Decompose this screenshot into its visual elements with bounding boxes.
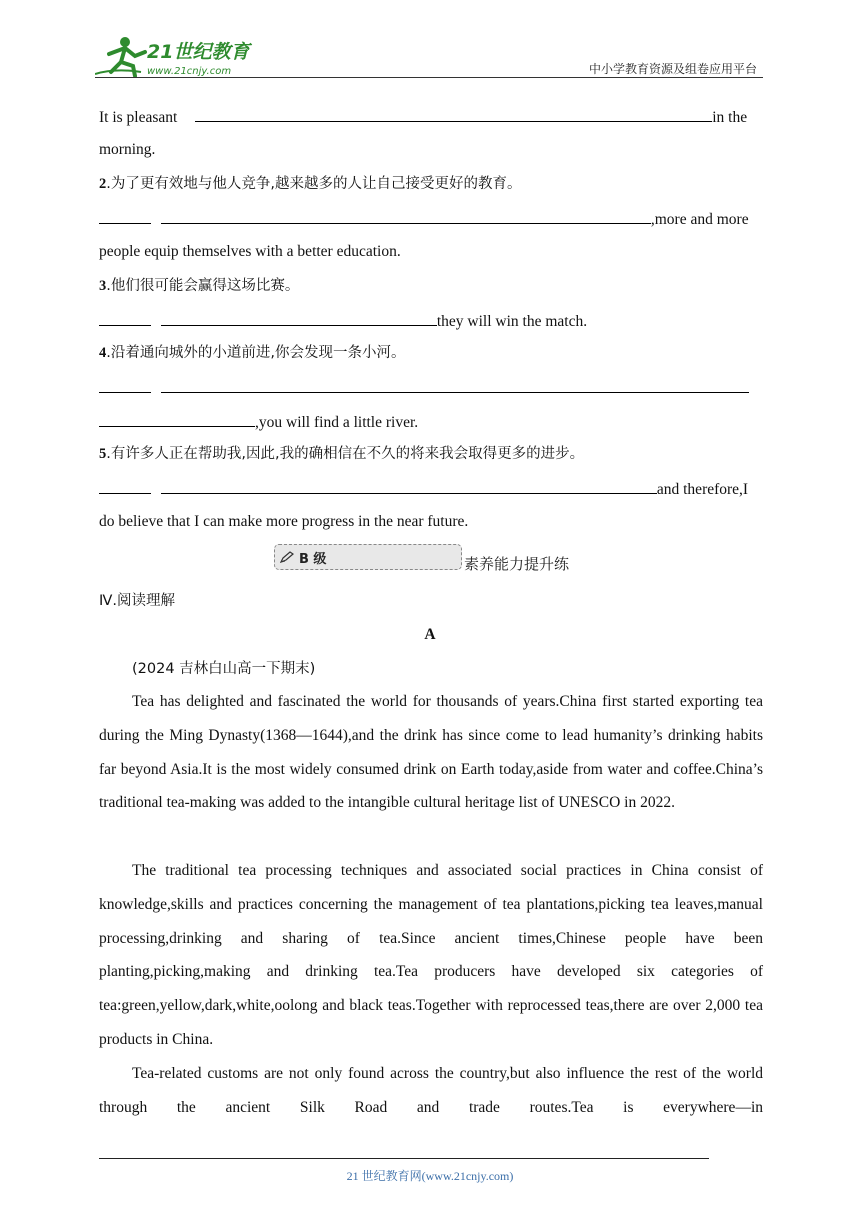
q3-prompt — [99, 276, 299, 296]
platform-name: 中小学教育资源及组卷应用平台 — [588, 62, 757, 76]
q5-prompt — [99, 444, 584, 464]
q5-tail: do believe that I can make more progress in the near future. — [99, 513, 469, 530]
level-title: 素养能力提升练 — [464, 555, 570, 573]
level-badge-box — [274, 544, 462, 570]
q4-answer-line-1 — [99, 377, 749, 399]
q4-prompt — [99, 343, 405, 363]
passage-source: (2024 吉林白山高一下期末) — [132, 661, 316, 677]
q2-answer-line — [99, 208, 749, 230]
footer-divider — [99, 1158, 709, 1159]
q4-suffix: ,you will find a little river. — [255, 414, 419, 431]
answer-blank[interactable] — [99, 411, 255, 427]
passage-letter: A — [424, 626, 436, 643]
q4-chinese: .沿着通向城外的小道前进,你会发现一条小河。 — [106, 345, 406, 361]
q1-prefix: It is pleasant — [99, 109, 178, 126]
q2-number: 2 — [99, 176, 107, 192]
answer-blank[interactable] — [195, 106, 712, 122]
q5-suffix: and therefore,I — [656, 481, 749, 498]
answer-blank[interactable] — [99, 208, 151, 224]
q2-tail: people equip themselves with a better education. — [99, 243, 401, 260]
footer-link[interactable]: 21 世纪教育网(www.21cnjy.com) — [346, 1169, 514, 1183]
q2-chinese: .为了更有效地与他人竞争,越来越多的人让自己接受更好的教育。 — [106, 176, 522, 192]
q3-chinese: .他们很可能会赢得这场比赛。 — [106, 278, 300, 294]
site-logo — [95, 34, 265, 78]
page-header — [95, 30, 763, 80]
q3-answer-line — [99, 310, 587, 332]
passage-paragraph-3: Tea-related customs are not only found across the country,but also influence the rest of the world through the ancient Silk Road and trade routes.Tea is everywhere—in — [99, 1065, 763, 1116]
q5-answer-line — [99, 478, 748, 500]
answer-blank[interactable] — [161, 377, 749, 393]
answer-blank[interactable] — [99, 377, 151, 393]
q1-suffix: in the — [712, 109, 748, 126]
answer-blank[interactable] — [99, 310, 151, 326]
q4-number: 4 — [99, 345, 107, 361]
q5-chinese: .有许多人正在帮助我,因此,我的确相信在不久的将来我会取得更多的进步。 — [106, 446, 585, 462]
answer-blank[interactable] — [161, 478, 657, 494]
logo-text: 21世纪教育 — [147, 41, 250, 63]
q5-number: 5 — [99, 446, 107, 462]
passage-paragraph-2: The traditional tea processing techniques and associated social practices in China consist of knowledge,skills and practices concerning the management of tea plantations,picking tea leaves,manual processing,drinking and sharing of tea.Since ancient times,Chinese people have been planting,picking,making and drinking tea.Tea producers have developed six categories of tea:green,yellow,dark,white,oolong and black teas.Together with reprocessed teas,there are over 2,000 tea products in China. — [99, 862, 763, 1048]
level-label: B 级 — [299, 552, 327, 567]
q3-suffix: they will win the match. — [436, 313, 588, 330]
answer-blank[interactable] — [161, 310, 437, 326]
q3-number: 3 — [99, 278, 107, 294]
pencil-icon — [280, 551, 294, 563]
passage-paragraph-1: Tea has delighted and fascinated the world for thousands of years.China first started exporting tea during the Ming Dynasty(1368—1644),and the drink has since come to lead humanity’s drinking habits far beyond Asia.It is the most widely consumed drink on Earth today,aside from water and coffee.China’s traditional tea-making was added to the intangible cultural heritage list of UNESCO in 2022. — [99, 693, 763, 812]
level-badge — [274, 544, 614, 574]
header-divider — [95, 77, 763, 78]
q2-prompt — [99, 174, 521, 194]
logo-url: www.21cnjy.com — [147, 66, 232, 77]
answer-blank[interactable] — [99, 478, 151, 494]
q1-tail: morning. — [99, 141, 156, 158]
answer-blank[interactable] — [161, 208, 651, 224]
q2-suffix: ,more and more — [650, 211, 749, 228]
section-heading: Ⅳ.阅读理解 — [99, 593, 175, 609]
q4-answer-line-2 — [99, 411, 418, 433]
q1-answer-line — [99, 106, 747, 128]
